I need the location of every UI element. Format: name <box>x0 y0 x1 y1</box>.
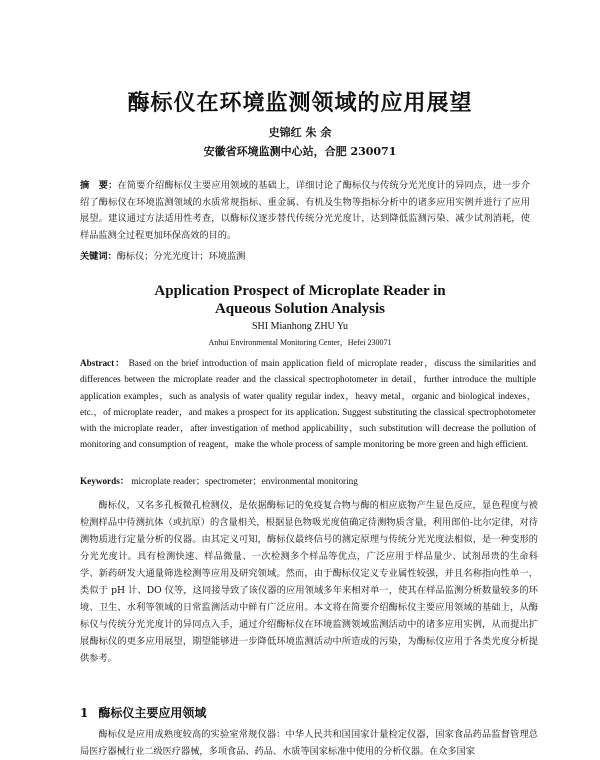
section-1-title: 酶标仪主要应用领域 <box>98 706 207 720</box>
english-keywords <box>80 473 536 487</box>
chinese-abstract <box>80 178 530 244</box>
english-title-line-1: Application Prospect of Microplate Reader in <box>154 283 446 299</box>
english-keywords-text: microplate reader；spectrometer；environmental monitoring <box>131 476 358 486</box>
chinese-affiliation: 安徽省环境监测中心站，合肥 230071 <box>203 145 397 158</box>
chinese-keywords-label: 关键词： <box>80 251 117 262</box>
english-abstract-text: Based on the brief introduction of main application field of microplate reader，discuss the similarities and differences between the microplate reader and the classical spectrophotometer in detail，further introduce the multiple application examples，such as analysis of water quality regular index，heavy metal，organic and biological indexes，etc.，of microplate reader，and makes a prospect for its application. Suggest substituting the classical spectrophotometer with the microplate reader，after investigation of method applicability，such substitution will decrease the pollution of monitoring and consumption of reagent，make the whole process of sample monitoring be more green and high efficient. <box>80 358 537 450</box>
chinese-abstract-text: 在简要介绍酶标仪主要应用领域的基础上，详细讨论了酶标仪与传统分光光度计的异同点，进一步介绍了酶标仪在环境监测领域的水质常规指标、重金属、有机及生物等指标分析中的诸多应用实例并进行了应用展望。建议通过方法适用性考查，以酶标仪逐步替代传统分光光度计，达到降低监测污染、减少试剂消耗，使样品监测全过程更加环保高效的目的。 <box>80 180 531 241</box>
english-abstract <box>80 355 536 453</box>
chinese-keywords <box>80 248 530 262</box>
chinese-authors: 史锦红 朱 余 <box>268 126 332 139</box>
english-title <box>0 282 600 318</box>
english-affiliation: Anhui Environmental Monitoring Center，Hefei 230071 <box>208 338 392 347</box>
section-1-heading <box>80 704 538 721</box>
chinese-keywords-text: 酶标仪；分光光度计；环境监测 <box>116 251 246 262</box>
english-abstract-label: Abstract： <box>80 358 126 368</box>
english-keywords-label: Keywords： <box>80 476 129 486</box>
section-1-number: 1 <box>80 706 89 720</box>
intro-paragraph: 酶标仪，又名多孔板微孔检测仪，是依据酶标记的免疫复合物与酶的相应底物产生显色反应，显色程度与被检测样品中待测抗体（或抗原）的含量相关，根据显色物吸光度值确定待测物质含量，利用郎伯-比尔定律，对待测物质进行定量分析的仪器。由其定义可知，酶标仪最终信号的测定原理与传统分光光度法相似，是一种变形的分光光度计。具有检测快速、样品微量、一次检测多个样品等优点，广泛应用于样品量少、试剂昂贵的生命科学、新药研发大通量筛选检测等应用及研究领域。然而，由于酶标仪定义专业属性较强，并且名称指向性单一，类似于 pH 计、DO 仪等，这同接导致了该仪器的应用领域多年来相对单一，使其在样品监测分析数量较多的环境、卫生、水利等领域的日常监测活动中鲜有广泛应用。本文将在简要介绍酶标仪主要应用领域的基础上，从酶标仪与传统分光光度计的异同点入手，通过介绍酶标仪在环境监测领域监测活动中的诸多应用实例，从而提出扩展酶标仪的更多应用展望，期望能够进一步降低环境监测活动中所造成的污染，为酶标仪应用于各类光度分析提供参考。 <box>80 500 538 664</box>
chinese-title: 酶标仪在环境监测领域的应用展望 <box>127 90 473 116</box>
english-title-line-2: Aqueous Solution Analysis <box>214 301 386 317</box>
section-1-paragraph: 酶标仪是应用成熟度较高的实验室常规仪器：中华人民共和国国家计量检定仪器，国家食品药品监督管理总局医疗器械行业二级医疗器械，多项食品、药品、水质等国家标准中使用的分析仪器。在众多国家 <box>80 729 538 757</box>
english-authors: SHI Mianhong ZHU Yu <box>251 321 348 332</box>
chinese-abstract-label: 摘 要： <box>80 180 118 191</box>
